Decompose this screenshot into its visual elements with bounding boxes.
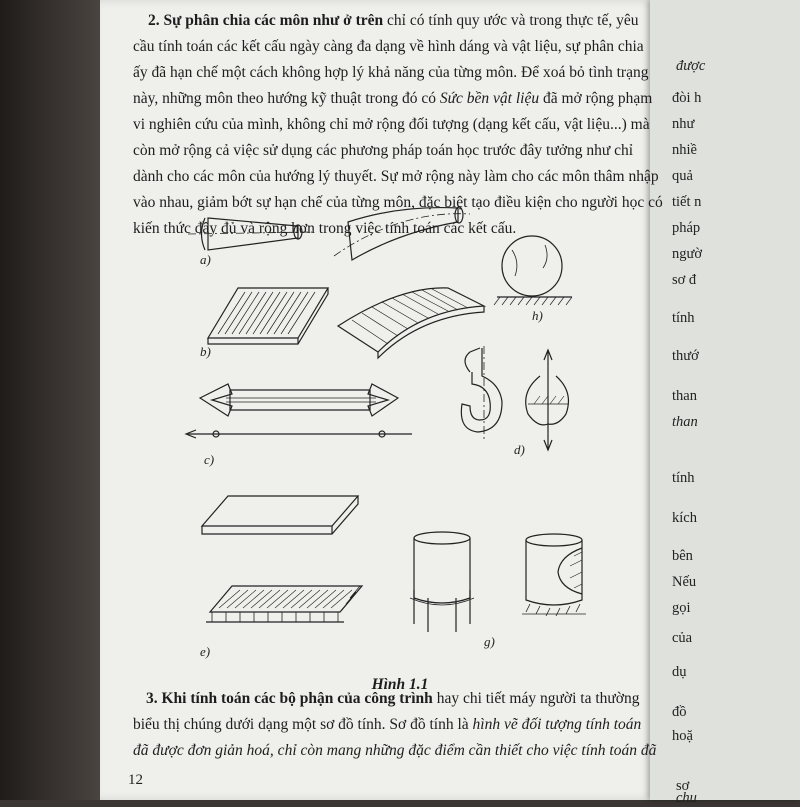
para2-lead: 2. Sự phân chia các môn như ở trên [148, 12, 384, 29]
right-page-fragment: sơ [676, 778, 690, 794]
right-page-fragment: Nếu [672, 574, 697, 590]
para2-line-2: cầu tính toán các kết cấu ngày càng đa dạng về hình dáng và vật liệu, sự phân chia [133, 38, 644, 55]
tie-bar-drawing [186, 384, 412, 438]
para3-lead: 3. Khi tính toán các bộ phận của công trình [146, 690, 433, 707]
supported-slab-drawing [206, 586, 362, 622]
right-page-fragment: của [672, 630, 693, 646]
label-b: b) [200, 344, 211, 359]
para3-line-3: đã được đơn giản hoá, chỉ còn mang những đặc điểm cần thiết cho việc tính toán đã [133, 742, 657, 759]
tank-drawing [410, 532, 474, 632]
tank-scheme-drawing [522, 534, 586, 616]
curved-shell-drawing [338, 288, 484, 358]
para2-line-1: 2. Sự phân chia các môn như ở trên chỉ có tính quy ước và trong thực tế, yêu [148, 12, 639, 29]
right-page-fragment: tính [672, 310, 695, 326]
right-page-fragment: than [672, 414, 698, 430]
right-page-fragment: bên [672, 548, 693, 564]
right-page-fragment: than [672, 388, 697, 404]
right-page-fragment: dụ [672, 664, 687, 680]
right-page-fragment: nhiề [672, 142, 697, 158]
figure-caption: Hình 1.1 [371, 676, 429, 693]
right-page-fragment: sơ đ [672, 272, 697, 288]
right-page-fragment: ngườ [672, 246, 703, 262]
right-page-fragment: pháp [672, 220, 701, 236]
right-page-fragment: hoặ [672, 728, 693, 744]
para2-line-3: ấy đã hạn chế một cách không hợp lý khả năng của từng môn. Để xoá bỏ tình trạng [133, 64, 649, 81]
tapered-bar-drawing [188, 218, 312, 250]
label-d: d) [514, 442, 525, 457]
right-page-fragment: chu [676, 790, 697, 806]
sphere-drawing [494, 236, 572, 305]
right-page-fragment: như [672, 116, 695, 132]
label-g: g) [484, 634, 495, 649]
right-page-fragment: quả [672, 168, 693, 184]
right-page-fragment: kích [672, 510, 697, 526]
label-a: a) [200, 252, 211, 267]
label-h: h) [532, 308, 543, 323]
right-page-fragment: tiết n [672, 194, 702, 210]
page-number: 12 [128, 772, 143, 788]
right-page-fragment: được [676, 58, 706, 74]
para3-line-2: biểu thị chúng dưới dạng một sơ đồ tính. Sơ đồ tính là hình vẽ đối tượng tính toán [133, 716, 642, 733]
right-page-fragment: đồ [672, 704, 687, 720]
right-page-fragment: đòi h [672, 90, 702, 106]
curved-bar-drawing [334, 207, 470, 260]
para2-line-9: kiến thức đầy đủ và rộng hơn trong việc tính toán các kết cấu. [133, 220, 517, 237]
para2-line-4: này, những môn theo hướng kỹ thuật trong đó có Sức bền vật liệu đã mở rộng phạm [133, 90, 653, 107]
right-page-fragment: tính [672, 470, 695, 486]
para2-line-8: vào nhau, giảm bớt sự hạn chế của từng môn, đặc biệt tạo điều kiện cho người học có [133, 194, 663, 211]
right-page-fragment: gọi [672, 600, 691, 616]
para3-line-1: 3. Khi tính toán các bộ phận của công trình hay chi tiết máy người ta thường [146, 690, 640, 707]
right-page-fragment: thướ [672, 348, 699, 364]
flat-plate-drawing [208, 288, 328, 344]
label-e: e) [200, 644, 211, 659]
slab-drawing [202, 496, 358, 534]
label-c: c) [204, 452, 215, 467]
hook-drawing [461, 346, 568, 450]
para2-line-5: vi nghiên cứu của mình, không chỉ mở rộng đối tượng (dạng kết cấu, vật liệu...) mà [133, 116, 650, 133]
para2-line-7: dành cho các môn của hướng lý thuyết. Sự mở rộng này làm cho các môn thâm nhập [133, 168, 659, 185]
para2-line-6: còn mở rộng cả việc sử dụng các phương pháp toán học trước đây tưởng như chỉ [133, 142, 634, 159]
